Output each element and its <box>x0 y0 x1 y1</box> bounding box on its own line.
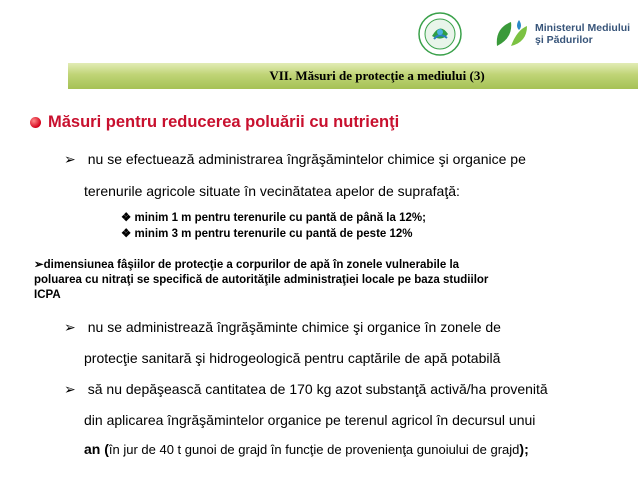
bullet-2-line-1: ➢ nu se administrează îngrăşăminte chimice şi organice în zonele de <box>64 319 501 335</box>
bullet-1-line-2: terenurile agricole situate în vecinătatea apelor de suprafaţă: <box>84 183 460 199</box>
environment-circle-logo-icon <box>418 12 462 56</box>
bullet-3-line-3: an (în jur de 40 t gunoi de grajd în funcţie de provenienţa gunoiului de grajd); <box>84 441 529 457</box>
sub-bullet-1: ❖ minim 1 m pentru terenurile cu pantă de până la 12%; <box>121 212 426 224</box>
arrow-bullet-icon: ➢ <box>64 319 76 335</box>
bullet-3-line-1: ➢ să nu depăşească cantitatea de 170 kg azot substanţă activă/ha provenită <box>64 381 548 397</box>
sub-bullet-2: ❖ minim 3 m pentru terenurile cu pantă de peste 12% <box>121 228 413 240</box>
note-line-2: poluarea cu nitraţi se specifică de autorităţile administraţiei locale pe baza studiilor <box>34 274 489 286</box>
arrow-bullet-icon: ➢ <box>64 151 76 167</box>
bullet-1-line-1: ➢ nu se efectuează administrarea îngrăşămintelor chimice şi organice pe <box>64 151 526 167</box>
note-line-1: ➢dimensiunea fâşiilor de protecţie a corpurilor de apă în zonele vulnerabile la <box>34 259 460 271</box>
section-heading <box>30 113 399 132</box>
section-heading-text: Măsuri pentru reducerea poluării cu nutrienţi <box>48 113 400 131</box>
bullet-3-line-2: din aplicarea îngrăşămintelor organice pe terenul agricol în decursul unui <box>84 412 536 428</box>
bullet-dot-icon <box>30 117 41 128</box>
arrow-bullet-icon: ➢ <box>34 259 44 271</box>
diamond-bullet-icon: ❖ <box>121 228 135 240</box>
arrow-bullet-icon: ➢ <box>64 381 76 397</box>
ministry-line-2: şi Pădurilor <box>535 34 593 46</box>
note-line-3: ICPA <box>34 289 61 301</box>
ministry-line-1: Ministerul Mediului <box>535 22 631 34</box>
leaf-drop-logo-icon <box>491 16 531 50</box>
title-banner <box>68 63 638 89</box>
diamond-bullet-icon: ❖ <box>121 212 135 224</box>
slide-title: VII. Măsuri de protecţie a mediului (3) <box>269 68 485 83</box>
ministry-name <box>535 22 635 46</box>
bullet-2-line-2: protecţie sanitară şi hidrogeologică pentru captările de apă potabilă <box>84 350 501 366</box>
